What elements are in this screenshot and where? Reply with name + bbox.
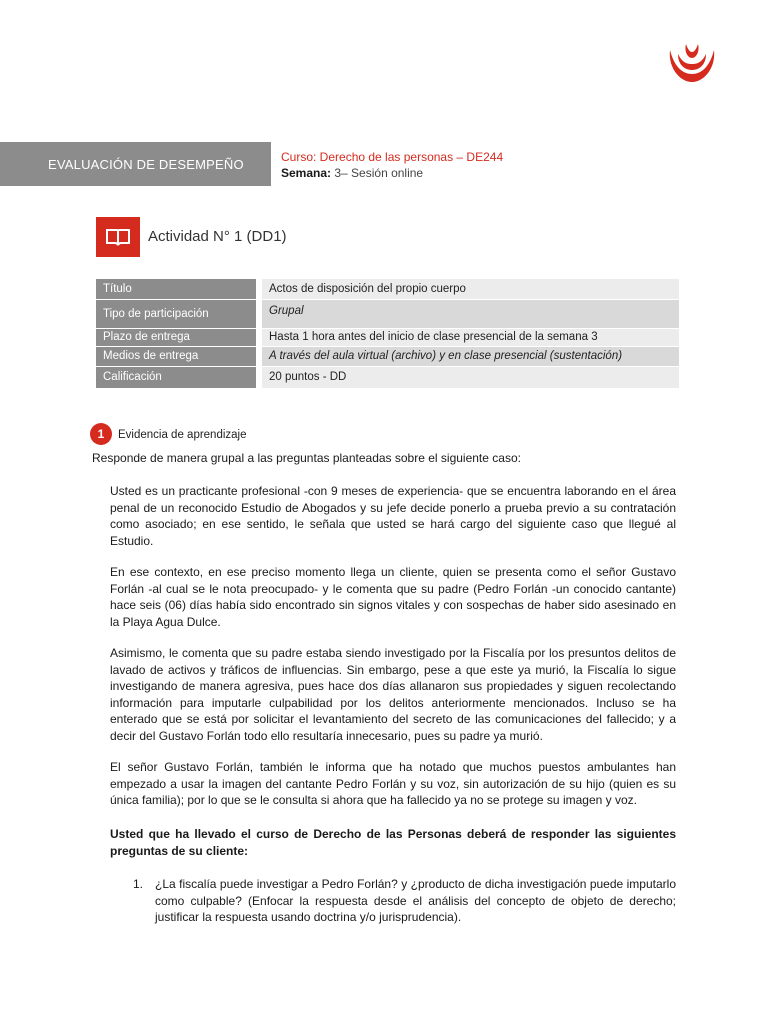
table-row	[96, 346, 679, 366]
week-label: Semana:	[281, 166, 332, 180]
activity-details-table	[96, 279, 679, 389]
table-row	[96, 366, 679, 388]
upc-logo-icon	[664, 36, 720, 86]
case-paragraph: Asimismo, le comenta que su padre estaba siendo investigado por la Fiscalía por los presuntos delitos de lavado de activos y tráficos de influencias. Sin embargo, pese a que este ya murió, la Fiscalía lo sigue investigando de manera agresiva, pues hace dos días allanaron sus propiedades y siguen recolectando información para imputarle culpabilidad por los delitos anteriormente mencionados. Incluso se ha enterado que se está por solicitar el levantamiento del secreto de las comunicaciones del fallecido; y a decir del Gustavo Forlán todo ello resultaría innecesario, pues su padre ya murió.	[110, 646, 676, 743]
table-row	[96, 279, 679, 299]
row-key: Plazo de entrega	[96, 328, 259, 346]
evidence-label: Evidencia de aprendizaje	[118, 429, 247, 441]
case-paragraph: En ese contexto, en ese preciso momento llega un cliente, quien se presenta como el señor Gustavo Forlán -al cual se le nota preocupado- y le comenta que su padre (Pedro Forlán -un conocido cantante) hace seis (06) días había sido encontrado sin signos vitales y con sospechas de haber sido asesinado en la Playa Agua Dulce.	[110, 565, 676, 629]
row-value: Actos de disposición del propio cuerpo	[259, 279, 679, 299]
week-line	[281, 165, 503, 181]
week-value: 3– Sesión online	[331, 166, 424, 180]
row-key: Medios de entrega	[96, 346, 259, 366]
questions-list	[133, 876, 676, 926]
evidence-intro: Responde de manera grupal a las preguntas planteadas sobre el siguiente caso:	[92, 451, 521, 465]
table-row	[96, 328, 679, 346]
evaluation-band	[0, 142, 271, 186]
activity-title: Actividad N° 1 (DD1)	[148, 228, 287, 245]
open-book-icon	[96, 217, 140, 257]
question-text: ¿La fiscalía puede investigar a Pedro Forlán? y ¿producto de dicha investigación puede imputarlo como culpable? (Enfocar la respuesta desde el análisis del concepto de objeto de derecho; justificar la respuesta usando doctrina y/o jurisprudencia).	[155, 877, 676, 924]
course-info	[281, 149, 503, 181]
row-value: A través del aula virtual (archivo) y en clase presencial (sustentación)	[259, 346, 679, 366]
case-paragraph: El señor Gustavo Forlán, también le informa que ha notado que muchos puestos ambulantes han empezado a usar la imagen del cantante Pedro Forlán y su voz, sin autorización de su hijo (quien es su única familia); por lo que se le consulta si ahora que ha fallecido ya no se protege su imagen y voz.	[110, 760, 676, 807]
row-key: Calificación	[96, 366, 259, 388]
row-key: Título	[96, 279, 259, 299]
questions-heading: Usted que ha llevado el curso de Derecho de las Personas deberá de responder las siguientes preguntas de su cliente:	[110, 827, 676, 858]
course-name: Curso: Derecho de las personas – DE244	[281, 150, 504, 164]
evaluation-title: EVALUACIÓN DE DESEMPEÑO	[48, 156, 244, 172]
row-value: Hasta 1 hora antes del inicio de clase presencial de la semana 3	[259, 328, 679, 346]
table-row	[96, 299, 679, 328]
question-number: 1.	[133, 877, 144, 891]
case-paragraph: Usted es un practicante profesional -con 9 meses de experiencia- que se encuentra laborando en el área penal de un reconocido Estudio de Abogados y su jefe decide ponerlo a prueba previo a su contratación como asociado; en ese sentido, le señala que usted se hará cargo del siguiente caso que llegué al Estudio.	[110, 484, 676, 548]
list-item	[133, 876, 676, 926]
row-key: Tipo de participación	[96, 299, 259, 328]
row-value: 20 puntos - DD	[259, 366, 679, 388]
evidence-number-badge: 1	[90, 423, 112, 445]
row-value: Grupal	[259, 299, 679, 328]
